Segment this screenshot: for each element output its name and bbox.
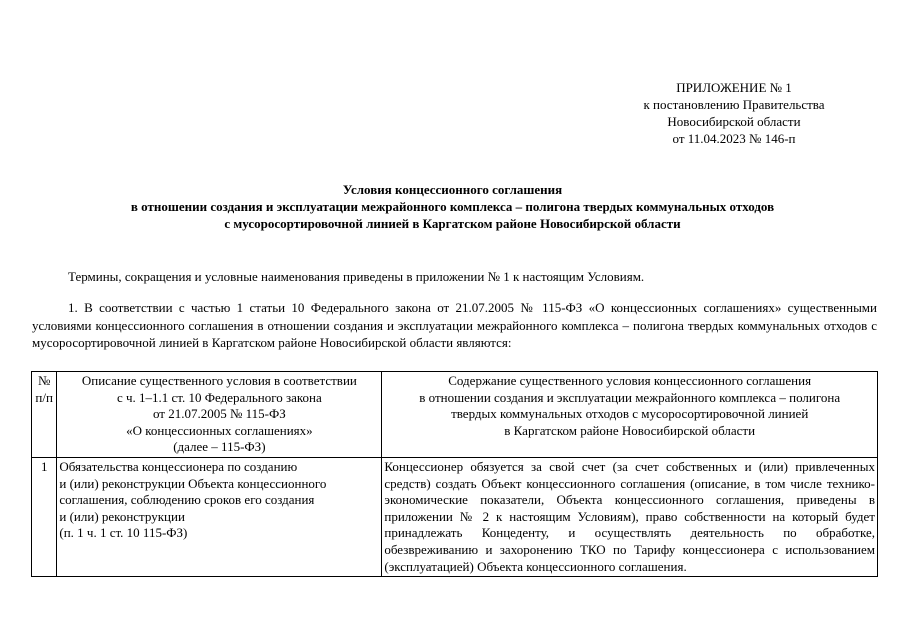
row-num: 1 [32, 457, 57, 576]
table-row [32, 457, 878, 576]
header-content-line: в отношении создания и эксплуатации межрайонного комплекса – полигона [419, 389, 841, 405]
header-num-line: № [37, 373, 51, 388]
header-content-line: Содержание существенного условия концессионного соглашения [448, 373, 812, 388]
title-line-1: Условия концессионного соглашения [342, 182, 563, 197]
appendix-line-resolution: к постановлению Правительства [643, 97, 825, 112]
header-desc-line: (далее – 115-ФЗ) [173, 439, 266, 455]
table-header-row [32, 372, 878, 458]
header-description [57, 372, 382, 458]
row-desc-line: Обязательства концессионера по созданию [59, 458, 298, 474]
row-description [57, 457, 382, 576]
appendix-line-region: Новосибирской области [667, 114, 801, 129]
row-desc-line: и (или) реконструкции Объекта концессионного [59, 475, 327, 491]
main-paragraph: 1. В соответствии с частью 1 статьи 10 Федерального закона от 21.07.2005 № 115-ФЗ «О концессионных соглашениях» существенными условиями концессионного соглашения в отношении создания и эксплуатации межрайонного комплекса – полигона твердых коммунальных отходов с мусоросортировочной линией в Каргатском районе Новосибирской области являются: [32, 300, 877, 350]
header-num-line: п/п [35, 389, 53, 405]
row-content: Концессионер обязуется за свой счет (за счет собственных и (или) привлеченных средств) создать Объект концессионного соглашения (описание, в том числе технико-экономические показатели, Объекта концессионного соглашения, приведены в приложении № 2 к настоящим Условиям), право собственности на который будет принадлежать Концеденту, и осуществлять деятельность по обработке, обезвреживанию и захоронению ТКО по Тарифу концессионера с использованием (эксплуатацией) Объекта концессионного соглашения. [382, 457, 878, 576]
row-desc-line: (п. 1 ч. 1 ст. 10 115-ФЗ) [59, 525, 188, 541]
header-desc-line: Описание существенного условия в соответствии [81, 373, 357, 388]
header-content [382, 372, 878, 458]
header-desc-line: «О концессионных соглашениях» [126, 422, 313, 438]
header-content-line: твердых коммунальных отходов с мусоросортировочной линией [451, 406, 809, 422]
header-content-line: в Каргатском районе Новосибирской области [504, 422, 756, 438]
title-line-2: в отношении создания и эксплуатации межрайонного комплекса – полигона твердых коммунальных отходов [130, 199, 775, 214]
row-desc-line: соглашения, соблюдению сроков его создания [59, 492, 315, 508]
header-desc-line: с ч. 1–1.1 ст. 10 Федерального закона [116, 389, 322, 405]
appendix-title: ПРИЛОЖЕНИЕ № 1 [676, 80, 792, 95]
header-desc-line: от 21.07.2005 № 115-ФЗ [152, 406, 286, 422]
row-desc-line: и (или) реконструкции [59, 508, 185, 524]
title-line-3: с мусоросортировочной линией в Каргатском районе Новосибирской области [224, 216, 681, 231]
appendix-line-date: от 11.04.2023 № 146-п [672, 131, 796, 146]
document-title [40, 181, 865, 232]
header-num [32, 372, 57, 458]
terms-paragraph: Термины, сокращения и условные наименования приведены в приложении № 1 к настоящим Условиям. [68, 269, 645, 284]
conditions-table [31, 371, 878, 577]
appendix-header [560, 79, 905, 147]
